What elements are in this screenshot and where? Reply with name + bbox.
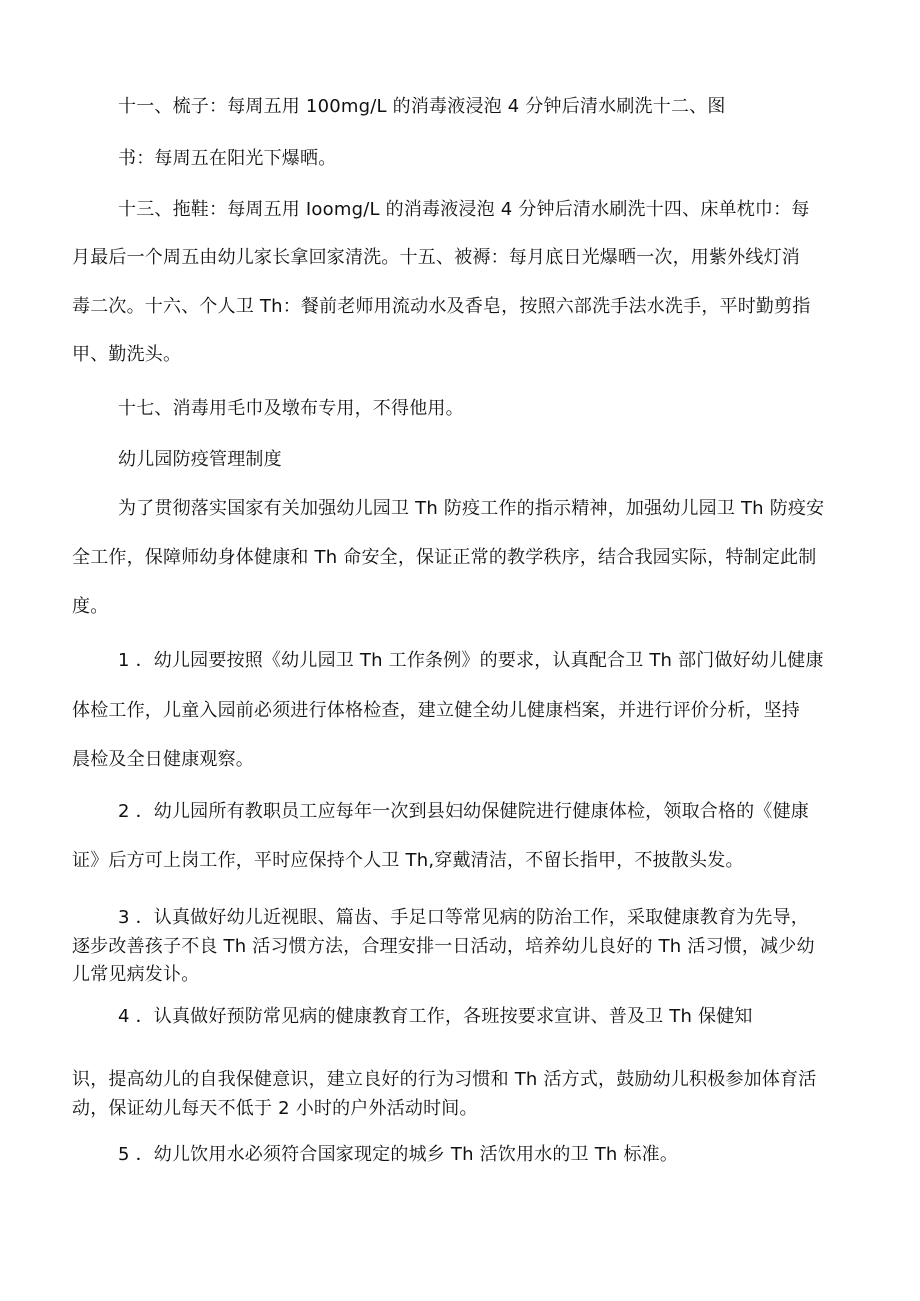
text-line: 度。: [72, 596, 109, 617]
text-line: 晨检及全日健康观察。: [72, 749, 254, 770]
text-line: 证》后方可上岗工作，平时应保持个人卫 Th,穿戴清洁，不留长指甲，不披散头发。: [72, 850, 744, 871]
text-line: 动，保证幼儿每天不低于 2 小时的户外活动时间。: [72, 1098, 478, 1119]
text-line: 识，提高幼儿的自我保健意识，建立良好的行为习惯和 Th 活方式，鼓励幼儿积极参加体育活: [72, 1069, 817, 1090]
list-item: 1 ．幼儿园要按照《幼儿园卫 Th 工作条例》的要求，认真配合卫 Th 部门做好幼儿健康: [118, 650, 824, 671]
list-item: 4 ．认真做好预防常见病的健康教育工作，各班按要求宣讲、普及卫 Th 保健知: [118, 1006, 753, 1027]
text-line: 书：每周五在阳光下爆晒。: [118, 148, 337, 169]
list-item: 2 ．幼儿园所有教职员工应每年一次到县妇幼保健院进行健康体检，领取合格的《健康: [118, 801, 809, 822]
text-line: 儿常见病发讣。: [72, 964, 200, 985]
section-title: 幼儿园防疫管理制度: [118, 449, 282, 470]
text-line: 体检工作，儿童入园前必须进行体格检查，建立健全幼儿健康档案，并进行评价分析，坚持: [72, 700, 800, 721]
text-line: 为了贯彻落实国家有关加强幼儿园卫 Th 防疫工作的指示精神，加强幼儿园卫 Th 防疫安: [118, 498, 825, 519]
text-line: 逐步改善孩子不良 Th 活习惯方法，合理安排一日活动，培养幼儿良好的 Th 活习惯，减少幼: [72, 936, 815, 957]
text-line: 十三、拖鞋：每周五用 Ioomg/L 的消毒液浸泡 4 分钟后清水刷洗十四、床单枕巾：每: [118, 199, 810, 220]
text-line: 毒二次。十六、个人卫 Th：餐前老师用流动水及香皂，按照六部洗手法水洗手，平时勤剪指: [72, 296, 811, 317]
text-line: 十七、消毒用毛巾及墩布专用，不得他用。: [118, 398, 464, 419]
text-line: 十一、梳子：每周五用 100mg/L 的消毒液浸泡 4 分钟后清水刷洗十二、图: [118, 96, 726, 117]
text-line: 月最后一个周五由幼儿家长拿回家清洗。十五、被褥：每月底日光爆晒一次，用紫外线灯消: [72, 247, 800, 268]
list-item: 5 ．幼儿饮用水必须符合国家现定的城乡 Th 活饮用水的卫 Th 标准。: [118, 1144, 679, 1165]
text-line: 甲、勤洗头。: [72, 344, 182, 365]
text-line: 全工作，保障师幼身体健康和 Th 命安全，保证正常的教学秩序，结合我园实际，特制定此制: [72, 547, 817, 568]
list-item: 3 ．认真做好幼儿近视眼、篇齿、手足口等常见病的防治工作，采取健康教育为先导，: [118, 907, 809, 928]
